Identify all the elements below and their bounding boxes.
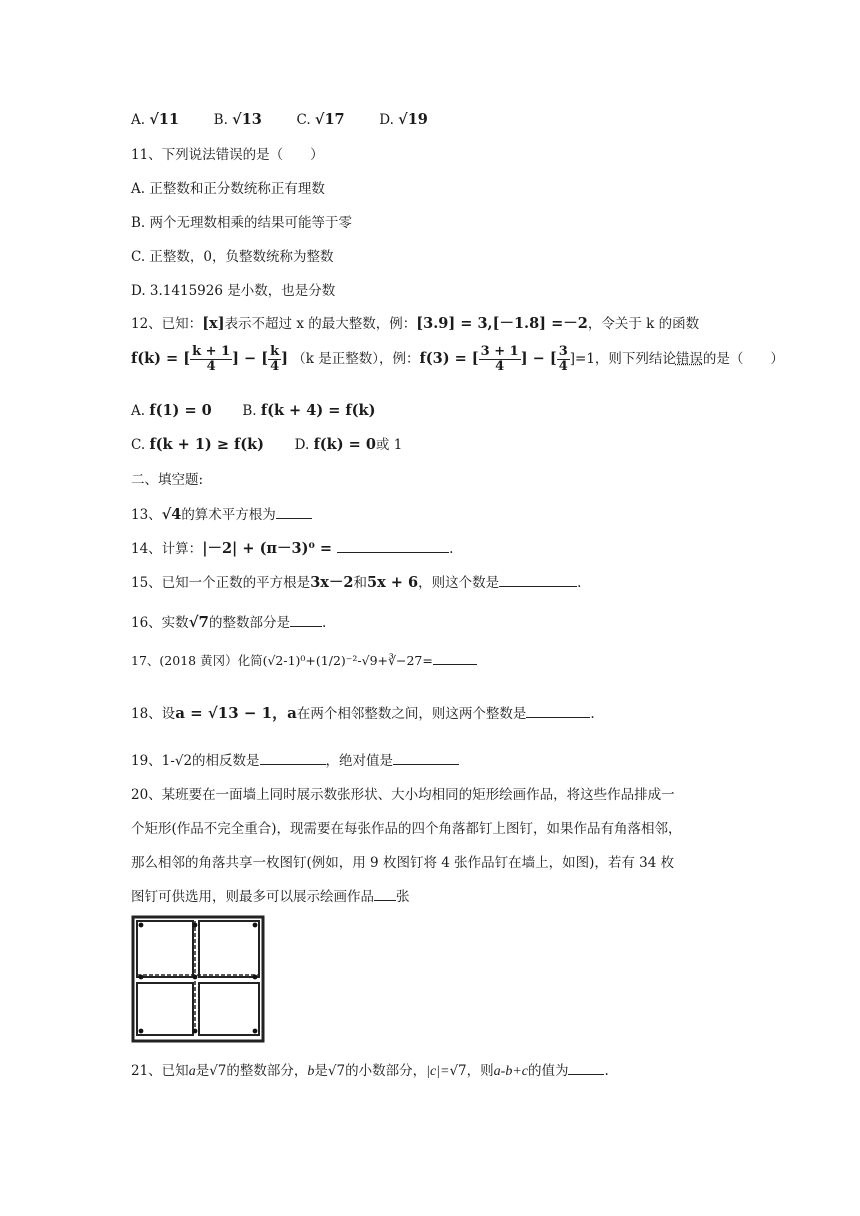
- answer-blank[interactable]: [568, 1061, 604, 1075]
- q21-sqrt: √7: [327, 1063, 346, 1079]
- q18: [131, 703, 595, 724]
- q15-expr-2: 5x + 6: [367, 574, 419, 591]
- q12-bracket: ]: [281, 350, 288, 367]
- q12-text: 的是（ ）: [702, 351, 784, 367]
- option-a-value: f(1) = 0: [149, 402, 212, 419]
- answer-blank[interactable]: [337, 539, 449, 553]
- option-c-value: f(k + 1) ≥ f(k): [149, 436, 265, 453]
- q21-var-b: b: [307, 1064, 315, 1079]
- option-b-label: B.: [242, 403, 257, 419]
- option-a-value: √11: [149, 111, 180, 128]
- q20-line-2: 个矩形(作品不完全重合)，现需要在每张作品的四个角落都钉上图钉，如果作品有角落相邻，: [131, 821, 682, 837]
- q21-text: ，则: [466, 1063, 494, 1079]
- answer-blank[interactable]: [499, 573, 577, 587]
- q15-text: 和: [353, 575, 368, 591]
- q21-var-a: a: [188, 1064, 196, 1079]
- fraction-numerator: k + 1: [192, 344, 231, 359]
- answer-blank[interactable]: [290, 613, 322, 627]
- q21-text: 是: [314, 1063, 328, 1079]
- option-d-value: f(k) = 0: [313, 436, 376, 453]
- q12-fk: f(k) = [: [131, 350, 191, 367]
- q21-text: 的小数部分，: [345, 1063, 427, 1079]
- q19: [131, 751, 459, 771]
- q12-minus: ] − [: [232, 350, 269, 367]
- q15-period: .: [577, 575, 582, 591]
- q17: [131, 651, 477, 671]
- q12-example: [3.9] = 3,[－1.8] =－2: [416, 315, 588, 332]
- q21-text: 的整数部分，: [226, 1063, 308, 1079]
- option-d-label: D.: [294, 437, 310, 453]
- q19-text: 的相反数是: [192, 753, 260, 769]
- fraction-numerator: 3: [558, 344, 568, 359]
- q12-options-cd: [131, 435, 402, 455]
- q18-expr: a = √13 − 1，a: [175, 704, 297, 722]
- q14-expr: |－2| + (π－3)⁰ =: [202, 540, 338, 557]
- q11-option-d: D. 3.1415926 是小数，也是分数: [131, 283, 336, 299]
- q19-text: 19、1-: [131, 753, 175, 769]
- fraction-numerator: 3 + 1: [480, 344, 519, 359]
- option-d-tail: 或 1: [375, 437, 403, 453]
- q17-expr: (√2-1)⁰+(1/2)⁻²-√9+∛−27=: [262, 653, 433, 668]
- q18-text: 18、设: [131, 706, 176, 722]
- q21-sqrt: √7: [209, 1063, 227, 1079]
- q12-text: 表示不超过 x 的最大整数，例：: [224, 316, 417, 332]
- q15-text: 15、已知一个正数的平方根是: [131, 575, 311, 591]
- answer-blank[interactable]: [393, 751, 459, 765]
- q12-minus: ] − [: [520, 350, 557, 367]
- q13-sqrt: √4: [161, 506, 182, 523]
- q21-period: .: [604, 1063, 609, 1079]
- q20-line-4: [131, 887, 410, 907]
- q21-sqrt: √7: [449, 1063, 467, 1079]
- q17-text: 17、(2018 黄冈）化简: [131, 653, 263, 668]
- q15-expr-1: 3x－2: [310, 574, 354, 591]
- answer-blank[interactable]: [276, 505, 312, 519]
- q12-f3: f(3) = [: [419, 350, 479, 367]
- q20-line-3: 那么相邻的角落共享一枚图钉(例如，用 9 枚图钉将 4 张作品钉在墙上，如图)，若有 34 枚: [131, 855, 675, 871]
- q13: [131, 505, 312, 525]
- answer-blank[interactable]: [374, 887, 396, 901]
- q14-text: 14、计算：: [131, 541, 203, 557]
- q11-stem: 11、下列说法错误的是（ ）: [131, 147, 324, 163]
- q12-line-1: [131, 314, 699, 334]
- q16-period: .: [321, 615, 327, 631]
- fraction-denominator: 4: [270, 359, 280, 374]
- q19-text: ，绝对值是: [325, 753, 394, 769]
- q12-fraction-4: [557, 345, 570, 374]
- fraction-denominator: 4: [495, 359, 505, 374]
- option-c-value: √17: [314, 111, 345, 128]
- section-title: 二、填空题:: [131, 472, 204, 488]
- q21-text: 是: [195, 1063, 210, 1079]
- q14: [131, 539, 453, 559]
- option-c-label: C.: [296, 112, 311, 128]
- q12-text: （k 是正整数），例：: [292, 351, 420, 367]
- q13-number: 13、: [131, 507, 162, 523]
- option-a-label: A.: [131, 403, 146, 419]
- q12-text: 12、已知：: [131, 316, 203, 332]
- q21-abs-c: |c|=: [426, 1064, 450, 1079]
- q12-emphasis: 错误: [675, 351, 703, 367]
- q11-option-a: A. 正整数和正分数统称正有理数: [131, 181, 325, 197]
- q16-text: 的整数部分是: [208, 615, 290, 631]
- answer-blank[interactable]: [433, 651, 477, 665]
- q12-text: ]=1，则下列结论: [569, 351, 676, 367]
- q12-floor-x: [x]: [202, 315, 225, 332]
- q16-sqrt: √7: [188, 613, 209, 631]
- answer-blank[interactable]: [526, 704, 590, 718]
- q20-text: 图钉可供选用，则最多可以展示绘画作品: [131, 889, 374, 905]
- q10-options: [131, 110, 428, 130]
- option-b-value: √13: [232, 111, 262, 128]
- q14-period: .: [449, 541, 454, 557]
- q20-line-1: 20、某班要在一面墙上同时展示数张形状、大小均相同的矩形绘画作品，将这些作品排成一: [131, 787, 675, 803]
- q18-text: 在两个相邻整数之间，则这两个整数是: [296, 706, 527, 722]
- fraction-denominator: 4: [206, 359, 216, 374]
- option-a-label: A.: [131, 112, 146, 128]
- q20-text: 张: [396, 889, 410, 905]
- q21-text: 21、已知: [131, 1063, 189, 1079]
- option-c-label: C.: [131, 437, 146, 453]
- fraction-numerator: k: [270, 344, 280, 359]
- q19-sqrt: √2: [174, 753, 193, 769]
- q12-options-ab: [131, 401, 375, 421]
- fraction-denominator: 4: [558, 359, 568, 374]
- q12-line-2: [131, 344, 784, 374]
- q12-fraction-3: [479, 345, 521, 374]
- answer-blank[interactable]: [260, 751, 326, 765]
- q21: [131, 1061, 609, 1082]
- option-b-label: B.: [213, 112, 228, 128]
- q15: [131, 573, 581, 593]
- q13-text: 的算术平方根为: [181, 507, 276, 523]
- option-d-label: D.: [379, 112, 394, 128]
- q11-option-b: B. 两个无理数相乘的结果可能等于零: [131, 215, 353, 231]
- q12-text: ，令关于 k 的函数: [587, 316, 700, 332]
- pinned-artworks-figure: [131, 915, 265, 1043]
- option-b-value: f(k + 4) = f(k): [260, 402, 376, 419]
- option-d-value: √19: [398, 111, 428, 128]
- q16: [131, 612, 326, 633]
- q16-text: 16、实数: [131, 615, 189, 631]
- q11-option-c: C. 正整数，0，负整数统称为整数: [131, 249, 334, 265]
- q12-fraction-1: [190, 345, 232, 374]
- q21-text: 的值为: [527, 1063, 569, 1079]
- q12-fraction-2: [268, 345, 281, 374]
- q15-text: ，则这个数是: [418, 575, 500, 591]
- q18-period: .: [590, 706, 595, 722]
- q21-expr: a-b+c: [493, 1064, 528, 1079]
